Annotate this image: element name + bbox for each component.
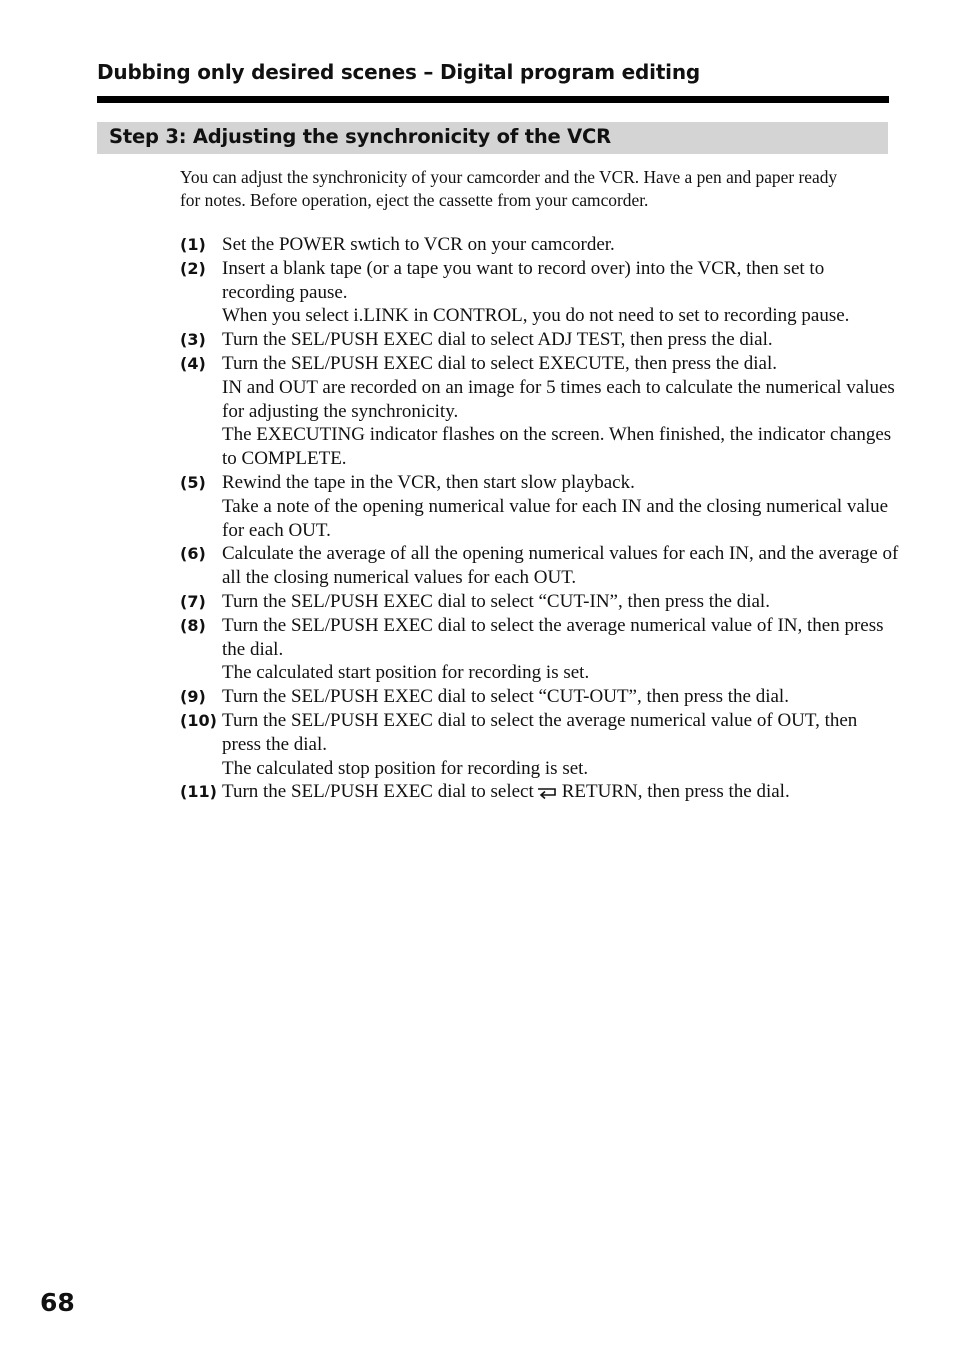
step-text: [222, 780, 900, 804]
step-note: When you select i.LINK in CONTROL, you do not need to set to recording pause.: [222, 305, 850, 327]
step-text: Turn the SEL/PUSH EXEC dial to select “CUT-IN”, then press the dial.: [222, 590, 770, 612]
step-text-before-icon: Turn the SEL/PUSH EXEC dial to select: [222, 781, 534, 803]
step-number: (9): [180, 687, 206, 707]
step-number: (10): [180, 710, 217, 730]
step-8: [180, 614, 900, 685]
step-note: The calculated start position for recording is set.: [222, 662, 590, 684]
step-text: Insert a blank tape (or a tape you want to record over) into the VCR, then set to recording pause.: [222, 257, 825, 303]
step-note: The EXECUTING indicator flashes on the screen. When finished, the indicator changes to COMPLETE.: [222, 424, 892, 470]
step-body: [222, 352, 900, 471]
page-number: 68: [40, 1288, 75, 1317]
step-number: (1): [180, 235, 206, 254]
step-text: Rewind the tape in the VCR, then start slow playback.: [222, 471, 635, 493]
step-note: The calculated stop position for recording is set.: [222, 757, 589, 779]
step-text: Turn the SEL/PUSH EXEC dial to select “CUT-OUT”, then press the dial.: [222, 686, 789, 708]
step-body: [222, 780, 900, 804]
header-rule: [97, 96, 889, 103]
step-number: (5): [180, 472, 206, 492]
step-body: [222, 257, 900, 328]
step-number: (3): [180, 330, 206, 350]
section-title: Step 3: Adjusting the synchronicity of the VCR: [109, 125, 611, 148]
step-6: [180, 542, 900, 590]
step-text: Turn the SEL/PUSH EXEC dial to select the average numerical value of IN, then press the dial.: [222, 614, 884, 660]
return-arrow-icon: [536, 785, 558, 799]
step-text: Set the POWER swtich to VCR on your camcorder.: [222, 234, 615, 255]
step-7: [180, 590, 900, 614]
step-body: [222, 328, 900, 352]
step-number: (7): [180, 591, 206, 611]
step-11: [180, 780, 900, 804]
step-9: [180, 685, 900, 709]
intro-paragraph: You can adjust the synchronicity of your camcorder and the VCR. Have a pen and paper ready for notes. Before operation, eject the cassette from your camcorder.: [180, 167, 838, 210]
step-number: (6): [180, 544, 206, 564]
step-number: (4): [180, 353, 206, 373]
step-note: Take a note of the opening numerical value for each IN and the closing numerical value for each OUT.: [222, 495, 889, 541]
step-number: (11): [180, 782, 217, 802]
step-text: Turn the SEL/PUSH EXEC dial to select ADJ TEST, then press the dial.: [222, 329, 773, 351]
step-text-after-icon: RETURN, then press the dial.: [561, 781, 790, 803]
step-note: IN and OUT are recorded on an image for 5 times each to calculate the numerical values for adjusting the synchronicity.: [222, 376, 895, 422]
step-3: [180, 328, 900, 352]
step-number: (2): [180, 258, 206, 278]
step-body: [222, 685, 900, 709]
step-10: [180, 709, 900, 780]
step-text: Turn the SEL/PUSH EXEC dial to select the average numerical value of OUT, then press the dial.: [222, 709, 858, 755]
step-5: [180, 471, 900, 542]
step-1: [180, 233, 900, 257]
page-header-title: Dubbing only desired scenes – Digital program editing: [97, 60, 700, 84]
step-list: [180, 233, 900, 804]
step-2: [180, 257, 900, 328]
step-text: Turn the SEL/PUSH EXEC dial to select EXECUTE, then press the dial.: [222, 352, 777, 374]
step-body: [222, 709, 900, 780]
step-body: [222, 590, 900, 614]
step-number: (8): [180, 615, 206, 635]
step-body: [222, 233, 900, 257]
step-4: [180, 352, 900, 471]
step-body: [222, 614, 900, 685]
step-body: [222, 542, 900, 590]
section-heading-bar: [97, 122, 888, 154]
step-text: Calculate the average of all the opening numerical values for each IN, and the average of all the closing numerical values for each OUT.: [222, 543, 899, 589]
step-body: [222, 471, 900, 542]
